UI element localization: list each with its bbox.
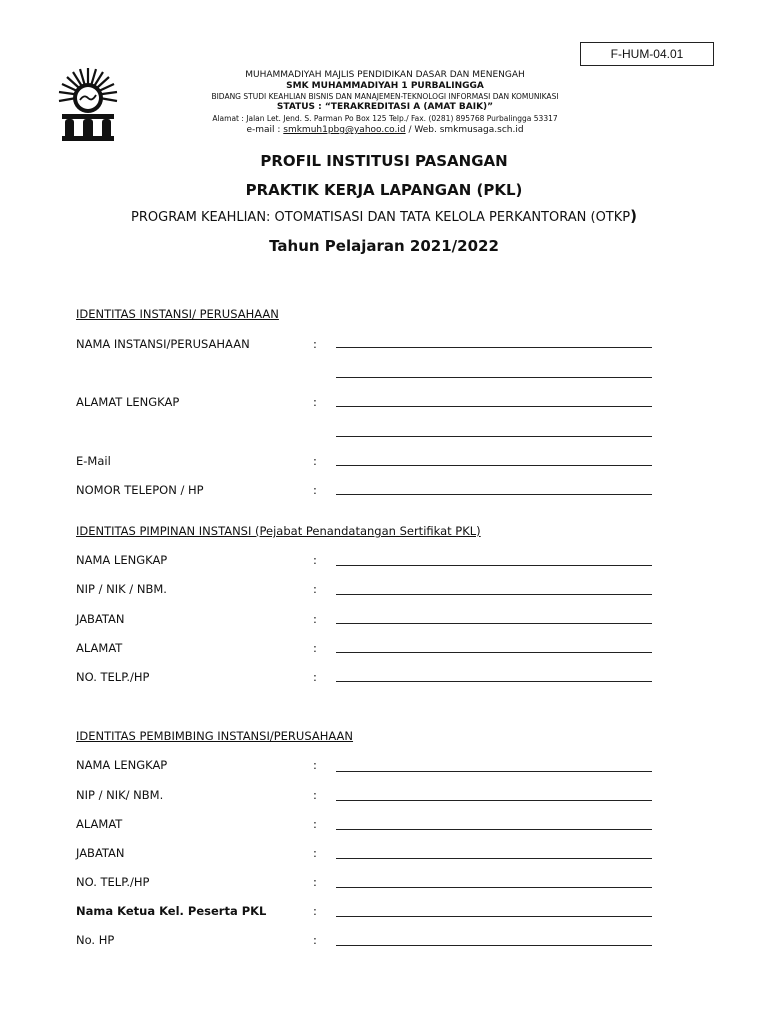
field-label-instansi-1: ALAMAT LENGKAP xyxy=(76,395,180,409)
field-label-pimpinan-3: ALAMAT xyxy=(76,641,123,655)
title-program xyxy=(0,206,768,228)
fill-in-line-instansi-3-0[interactable] xyxy=(336,494,652,495)
email-link[interactable]: smkmuh1pbg@yahoo.co.id xyxy=(283,125,406,135)
field-colon: : xyxy=(313,612,317,626)
field-colon: : xyxy=(313,553,317,567)
field-label-pembimbing-5: Nama Ketua Kel. Peserta PKL xyxy=(76,904,267,918)
fill-in-line-pembimbing-0-0[interactable] xyxy=(336,771,652,772)
section-title-pembimbing: IDENTITAS PEMBIMBING INSTANSI/PERUSAHAAN xyxy=(76,729,354,743)
field-colon: : xyxy=(313,875,317,889)
letterhead-contact xyxy=(150,124,620,136)
field-colon: : xyxy=(313,337,317,351)
fill-in-line-instansi-0-0[interactable] xyxy=(336,347,652,348)
field-label-pimpinan-2: JABATAN xyxy=(76,612,125,626)
fill-in-line-pimpinan-4-0[interactable] xyxy=(336,681,652,682)
fill-in-line-pembimbing-6-0[interactable] xyxy=(336,945,652,946)
section-title-instansi: IDENTITAS INSTANSI/ PERUSAHAAN xyxy=(76,307,279,321)
fill-in-line-pembimbing-2-0[interactable] xyxy=(336,829,652,830)
fill-in-line-pembimbing-5-0[interactable] xyxy=(336,916,652,917)
title-program-text: PROGRAM KEAHLIAN: OTOMATISASI DAN TATA KELOLA PERKANTORAN (OTKP xyxy=(131,210,631,225)
field-label-pembimbing-0: NAMA LENGKAP xyxy=(76,758,168,772)
fill-in-line-pembimbing-3-0[interactable] xyxy=(336,858,652,859)
fill-in-line-instansi-0-1[interactable] xyxy=(336,377,652,378)
letterhead-address: Alamat : Jalan Let. Jend. S. Parman Po Box 125 Telp./ Fax. (0281) 895768 Purbalingga 53317 xyxy=(212,114,558,123)
field-label-pimpinan-0: NAMA LENGKAP xyxy=(76,553,168,567)
field-label-pimpinan-1: NIP / NIK / NBM. xyxy=(76,582,167,596)
field-label-pembimbing-1: NIP / NIK/ NBM. xyxy=(76,788,164,802)
muhammadiyah-logo xyxy=(56,66,120,142)
field-colon: : xyxy=(313,670,317,684)
letterhead-school-name: SMK MUHAMMADIYAH 1 PURBALINGGA xyxy=(286,81,484,91)
field-label-pembimbing-4: NO. TELP./HP xyxy=(76,875,150,889)
field-label-pimpinan-4: NO. TELP./HP xyxy=(76,670,150,684)
fill-in-line-instansi-2-0[interactable] xyxy=(336,465,652,466)
field-colon: : xyxy=(313,904,317,918)
fill-in-line-instansi-1-1[interactable] xyxy=(336,436,652,437)
title-academic-year: Tahun Pelajaran 2021/2022 xyxy=(269,237,499,255)
field-colon: : xyxy=(313,817,317,831)
field-colon: : xyxy=(313,395,317,409)
letterhead-organization: MUHAMMADIYAH MAJLIS PENDIDIKAN DASAR DAN MENENGAH xyxy=(245,70,525,80)
web-address: / Web. smkmusaga.sch.id xyxy=(405,125,524,135)
field-label-instansi-3: NOMOR TELEPON / HP xyxy=(76,483,204,497)
section-title-pimpinan: IDENTITAS PIMPINAN INSTANSI (Pejabat Penandatangan Sertifikat PKL) xyxy=(76,524,481,538)
title-program-close: ) xyxy=(630,207,637,225)
field-label-instansi-0: NAMA INSTANSI/PERUSAHAAN xyxy=(76,337,250,351)
field-label-pembimbing-3: JABATAN xyxy=(76,846,125,860)
field-colon: : xyxy=(313,454,317,468)
field-colon: : xyxy=(313,582,317,596)
field-colon: : xyxy=(313,641,317,655)
email-prefix: e-mail : xyxy=(246,125,284,135)
letterhead xyxy=(150,70,620,136)
fill-in-line-pimpinan-1-0[interactable] xyxy=(336,594,652,595)
field-label-pembimbing-2: ALAMAT xyxy=(76,817,123,831)
form-code-box: F-HUM-04.01 xyxy=(580,42,714,66)
title-line-2: PRAKTIK KERJA LAPANGAN (PKL) xyxy=(245,181,523,199)
fill-in-line-pimpinan-2-0[interactable] xyxy=(336,623,652,624)
letterhead-field-of-study: BIDANG STUDI KEAHLIAN BISNIS DAN MANAJEMEN-TEKNOLOGI INFORMASI DAN KOMUNIKASI xyxy=(211,92,559,101)
letterhead-accreditation: STATUS : “TERAKREDITASI A (AMAT BAIK)” xyxy=(276,102,494,112)
field-colon: : xyxy=(313,758,317,772)
fill-in-line-pembimbing-1-0[interactable] xyxy=(336,800,652,801)
fill-in-line-pembimbing-4-0[interactable] xyxy=(336,887,652,888)
field-colon: : xyxy=(313,483,317,497)
document-title xyxy=(0,150,768,257)
fill-in-line-instansi-1-0[interactable] xyxy=(336,406,652,407)
field-colon: : xyxy=(313,846,317,860)
field-colon: : xyxy=(313,788,317,802)
field-label-pembimbing-6: No. HP xyxy=(76,933,115,947)
field-colon: : xyxy=(313,933,317,947)
title-line-1: PROFIL INSTITUSI PASANGAN xyxy=(260,152,508,170)
field-label-instansi-2: E-Mail xyxy=(76,454,111,468)
fill-in-line-pimpinan-3-0[interactable] xyxy=(336,652,652,653)
fill-in-line-pimpinan-0-0[interactable] xyxy=(336,565,652,566)
